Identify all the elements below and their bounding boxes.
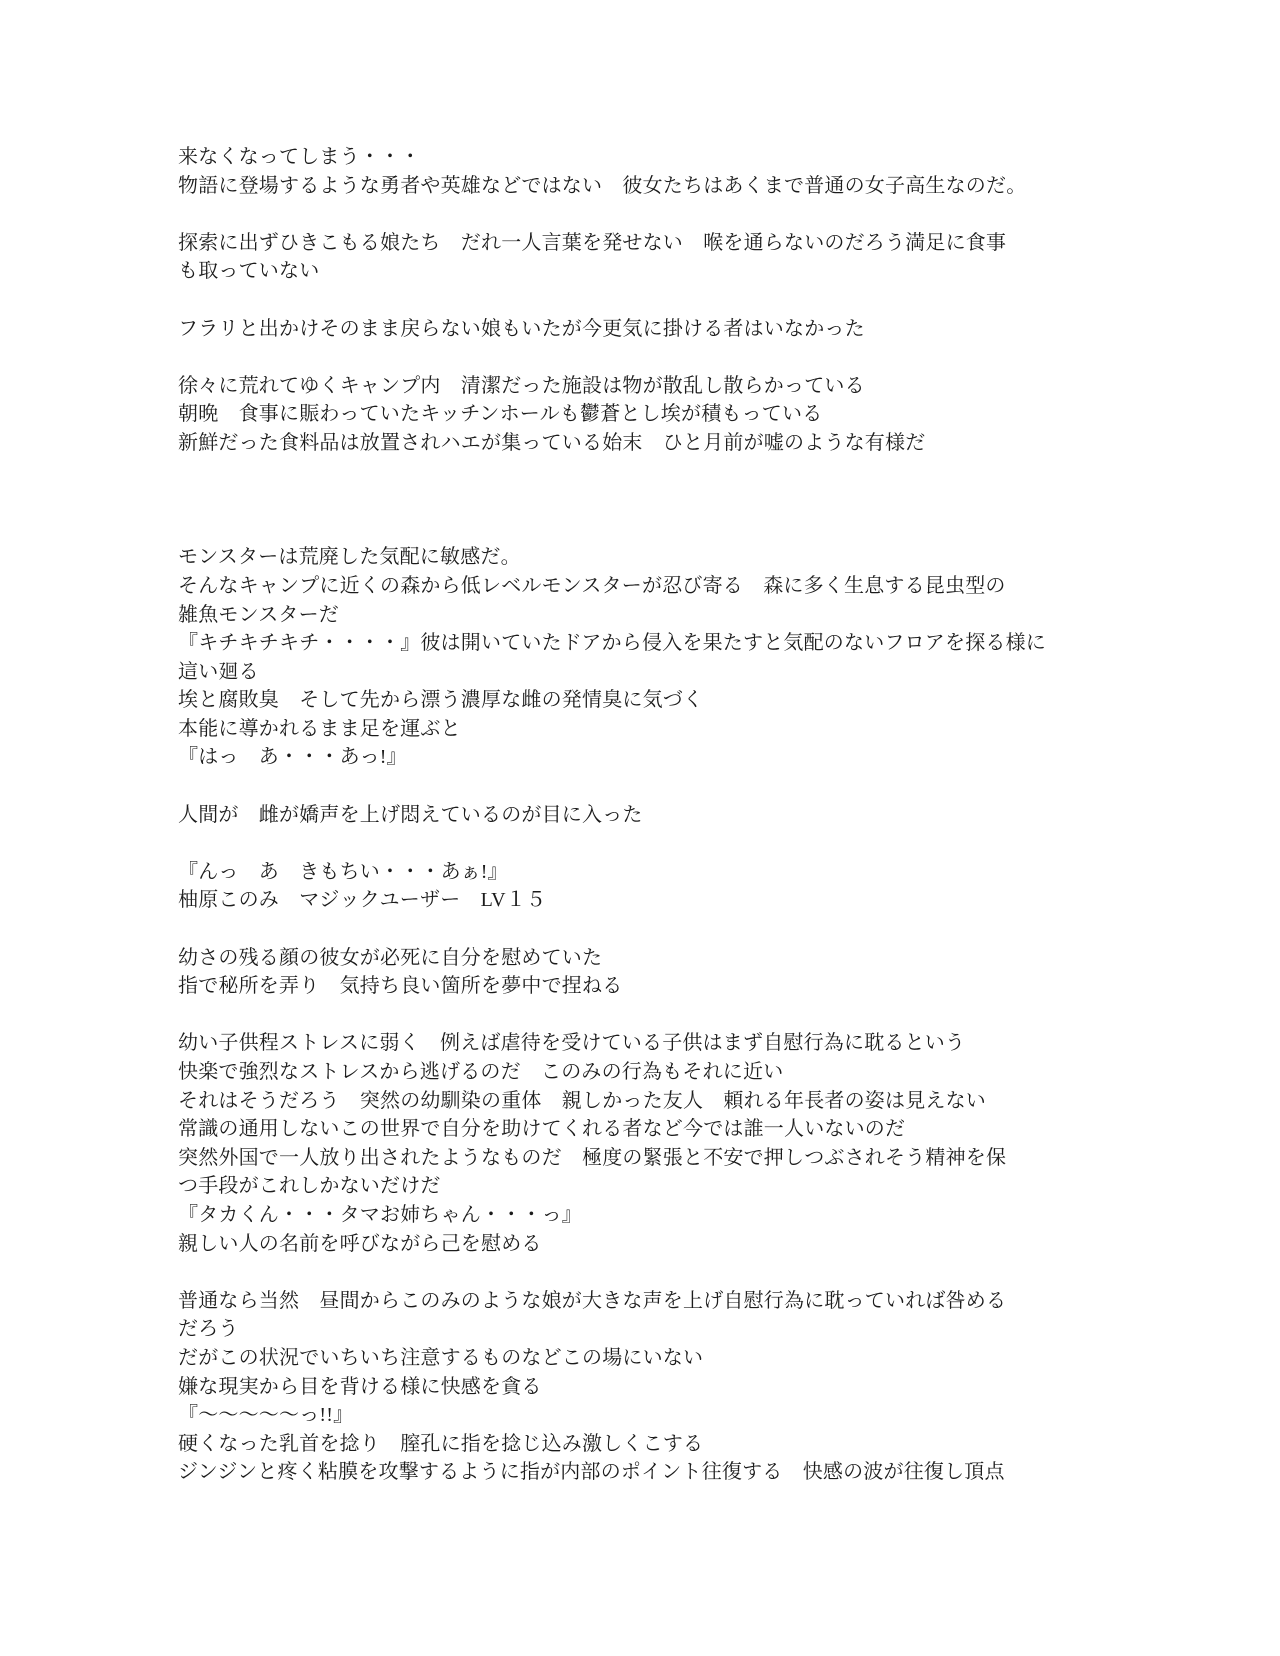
text-line <box>178 486 1046 515</box>
text-line: つ手段がこれしかないだけだ <box>178 1175 441 1198</box>
text-line <box>178 200 1046 229</box>
text-line: 人間が 雌が嬌声を上げ悶えているのが目に入った <box>178 803 643 826</box>
text-line: フラリと出かけそのまま戻らない娘もいたが今更気に掛ける者はいなかった <box>178 317 865 340</box>
text-line: 埃と腐敗臭 そして先から漂う濃厚な雌の発情臭に気づく <box>178 689 704 712</box>
text-line <box>178 515 1046 544</box>
text-line: 這い廻る <box>178 660 259 683</box>
text-line: それはそうだろう 突然の幼馴染の重体 親しかった友人 頼れる年長者の姿は見えない <box>178 1089 986 1112</box>
text-line: 新鮮だった食料品は放置されハエが集っている始末 ひと月前が嘘のような有様だ <box>178 431 926 454</box>
text-line: 硬くなった乳首を捻り 膣孔に指を捻じ込み激しくこする <box>178 1432 704 1455</box>
text-block <box>178 143 1046 1487</box>
text-line: 常識の通用しないこの世界で自分を助けてくれる者など今では誰一人いないのだ <box>178 1118 906 1141</box>
text-line: 朝晩 食事に賑わっていたキッチンホールも鬱蒼とし埃が積もっている <box>178 403 823 426</box>
text-line <box>178 915 1046 944</box>
text-line: 親しい人の名前を呼びながら己を慰める <box>178 1232 542 1255</box>
text-line: も取っていない <box>178 260 320 283</box>
text-line: 雑魚モンスターだ <box>178 603 339 626</box>
text-line: 『〜〜〜〜〜っ!!』 <box>178 1404 354 1427</box>
text-line <box>178 286 1046 315</box>
text-line: だろう <box>178 1318 239 1341</box>
text-line: 物語に登場するような勇者や英雄などではない 彼女たちはあくまで普通の女子高生なのだ。 <box>178 174 1027 197</box>
text-line: 普通なら当然 昼間からこのみのような娘が大きな声を上げ自慰行為に耽っていれば咎める <box>178 1289 1007 1312</box>
text-line <box>178 772 1046 801</box>
text-line: 嫌な現実から目を背ける様に快感を貪る <box>178 1375 542 1398</box>
text-line <box>178 1001 1046 1030</box>
text-line: 『タカくん・・・タマお姉ちゃん・・・っ』 <box>178 1203 582 1226</box>
text-line: 探索に出ずひきこもる娘たち だれ一人言葉を発せない 喉を通らないのだろう満足に食事 <box>178 231 1007 254</box>
text-line: 突然外国で一人放り出されたようなものだ 極度の緊張と不安で押しつぶされそう精神を保 <box>178 1146 1007 1169</box>
text-line <box>178 829 1046 858</box>
text-line: 幼さの残る顔の彼女が必死に自分を慰めていた <box>178 946 603 969</box>
text-line <box>178 343 1046 372</box>
text-line: ジンジンと疼く粘膜を攻撃するように指が内部のポイント往復する 快感の波が往復し頂点 <box>178 1461 1005 1484</box>
text-line: そんなキャンプに近くの森から低レベルモンスターが忍び寄る 森に多く生息する昆虫型の <box>178 574 1006 597</box>
text-line: だがこの状況でいちいち注意するものなどこの場にいない <box>178 1346 704 1369</box>
text-line: 『はっ あ・・・あっ!』 <box>178 746 407 769</box>
text-line: 幼い子供程ストレスに弱く 例えば虐待を受けている子供はまず自慰行為に耽るという <box>178 1032 966 1055</box>
text-line: 『キチキチキチ・・・・』彼は開いていたドアから侵入を果たすと気配のないフロアを探る様に <box>178 632 1046 655</box>
text-line <box>178 1258 1046 1287</box>
text-line: 徐々に荒れてゆくキャンプ内 清潔だった施設は物が散乱し散らかっている <box>178 374 865 397</box>
text-line <box>178 458 1046 487</box>
text-line: 柚原このみ マジックユーザー LV１５ <box>178 889 547 912</box>
text-line: 本能に導かれるまま足を運ぶと <box>178 717 461 740</box>
text-line: 『んっ あ きもちい・・・あぁ!』 <box>178 860 508 883</box>
text-line: 快楽で強烈なストレスから逃げるのだ このみの行為もそれに近い <box>178 1061 784 1083</box>
text-line: 指で秘所を弄り 気持ち良い箇所を夢中で捏ねる <box>178 975 623 998</box>
text-line: モンスターは荒廃した気配に敏感だ。 <box>178 546 521 569</box>
text-line: 来なくなってしまう・・・ <box>178 146 421 168</box>
